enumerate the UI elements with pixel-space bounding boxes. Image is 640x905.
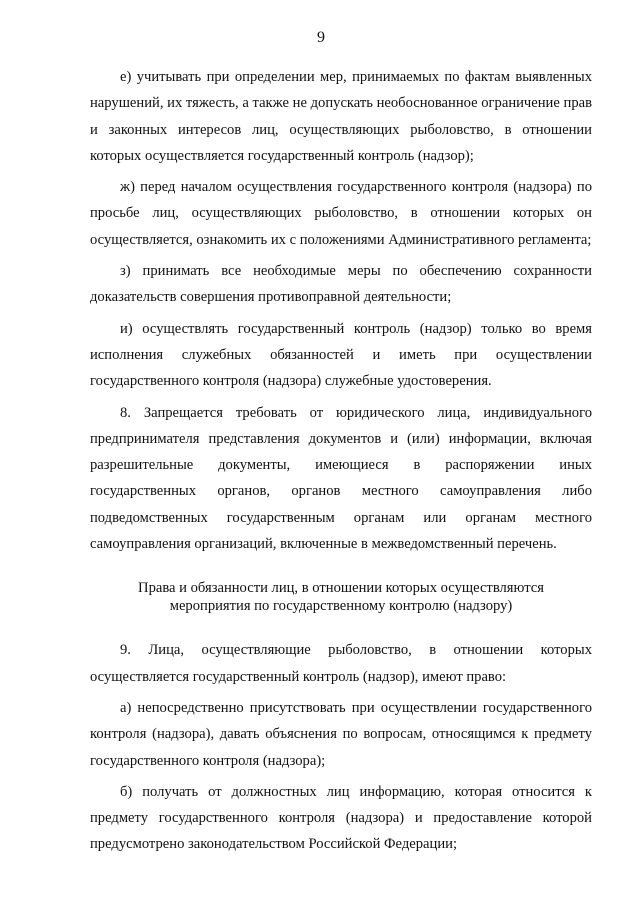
paragraph-z: з) принимать все необходимые меры по обеспечению сохранности доказательств совершения противоправной деятельности; [90, 263, 592, 306]
page-number: 9 [317, 29, 325, 46]
paragraph-zh: ж) перед началом осуществления государственного контроля (надзора) по просьбе лиц, осуществляющих рыболовство, в отношении которых он осуществляется, ознакомить их с положениями Административного регламента; [90, 179, 592, 248]
paragraph-a: а) непосредственно присутствовать при осуществлении государственного контроля (надзора), давать объяснения по вопросам, относящимся к предмету государственного контроля (надзора); [90, 699, 592, 769]
paragraph-9: 9. Лица, осуществляющие рыболовство, в отношении которых осуществляется государственный контроль (надзор), имеют право: [90, 642, 592, 685]
paragraph-e: е) учитывать при определении мер, принимаемых по фактам выявленных нарушений, их тяжесть, а также не допускать необоснованное ограничение прав и законных интересов лиц, осуществляющих рыболовство, в отношении которых осуществляется государственный контроль (надзор); [90, 69, 592, 164]
paragraph-i: и) осуществлять государственный контроль (надзор) только во время исполнения служебных обязанностей и иметь при осуществлении государственного контроля (надзора) служебные удостоверения. [90, 320, 592, 390]
section-heading [90, 579, 592, 615]
section-heading-line-1: Права и обязанности лиц, в отношении которых осуществляются [138, 580, 544, 597]
paragraph-8: 8. Запрещается требовать от юридического лица, индивидуального предпринимателя представления документов и (или) информации, включая разрешительные документы, имеющиеся в распоряжении иных государственных органов, органов местного самоуправления либо подведомственных государственным органам или органам местного самоуправления организаций, включенные в межведомственный перечень. [90, 404, 592, 553]
paragraph-b: б) получать от должностных лиц информацию, которая относится к предмету государственного контроля (надзора) и предоставление которой предусмотрено законодательством Российской Федерации; [90, 783, 592, 853]
section-heading-line-2: мероприятия по государственному контролю (надзору) [169, 598, 513, 615]
